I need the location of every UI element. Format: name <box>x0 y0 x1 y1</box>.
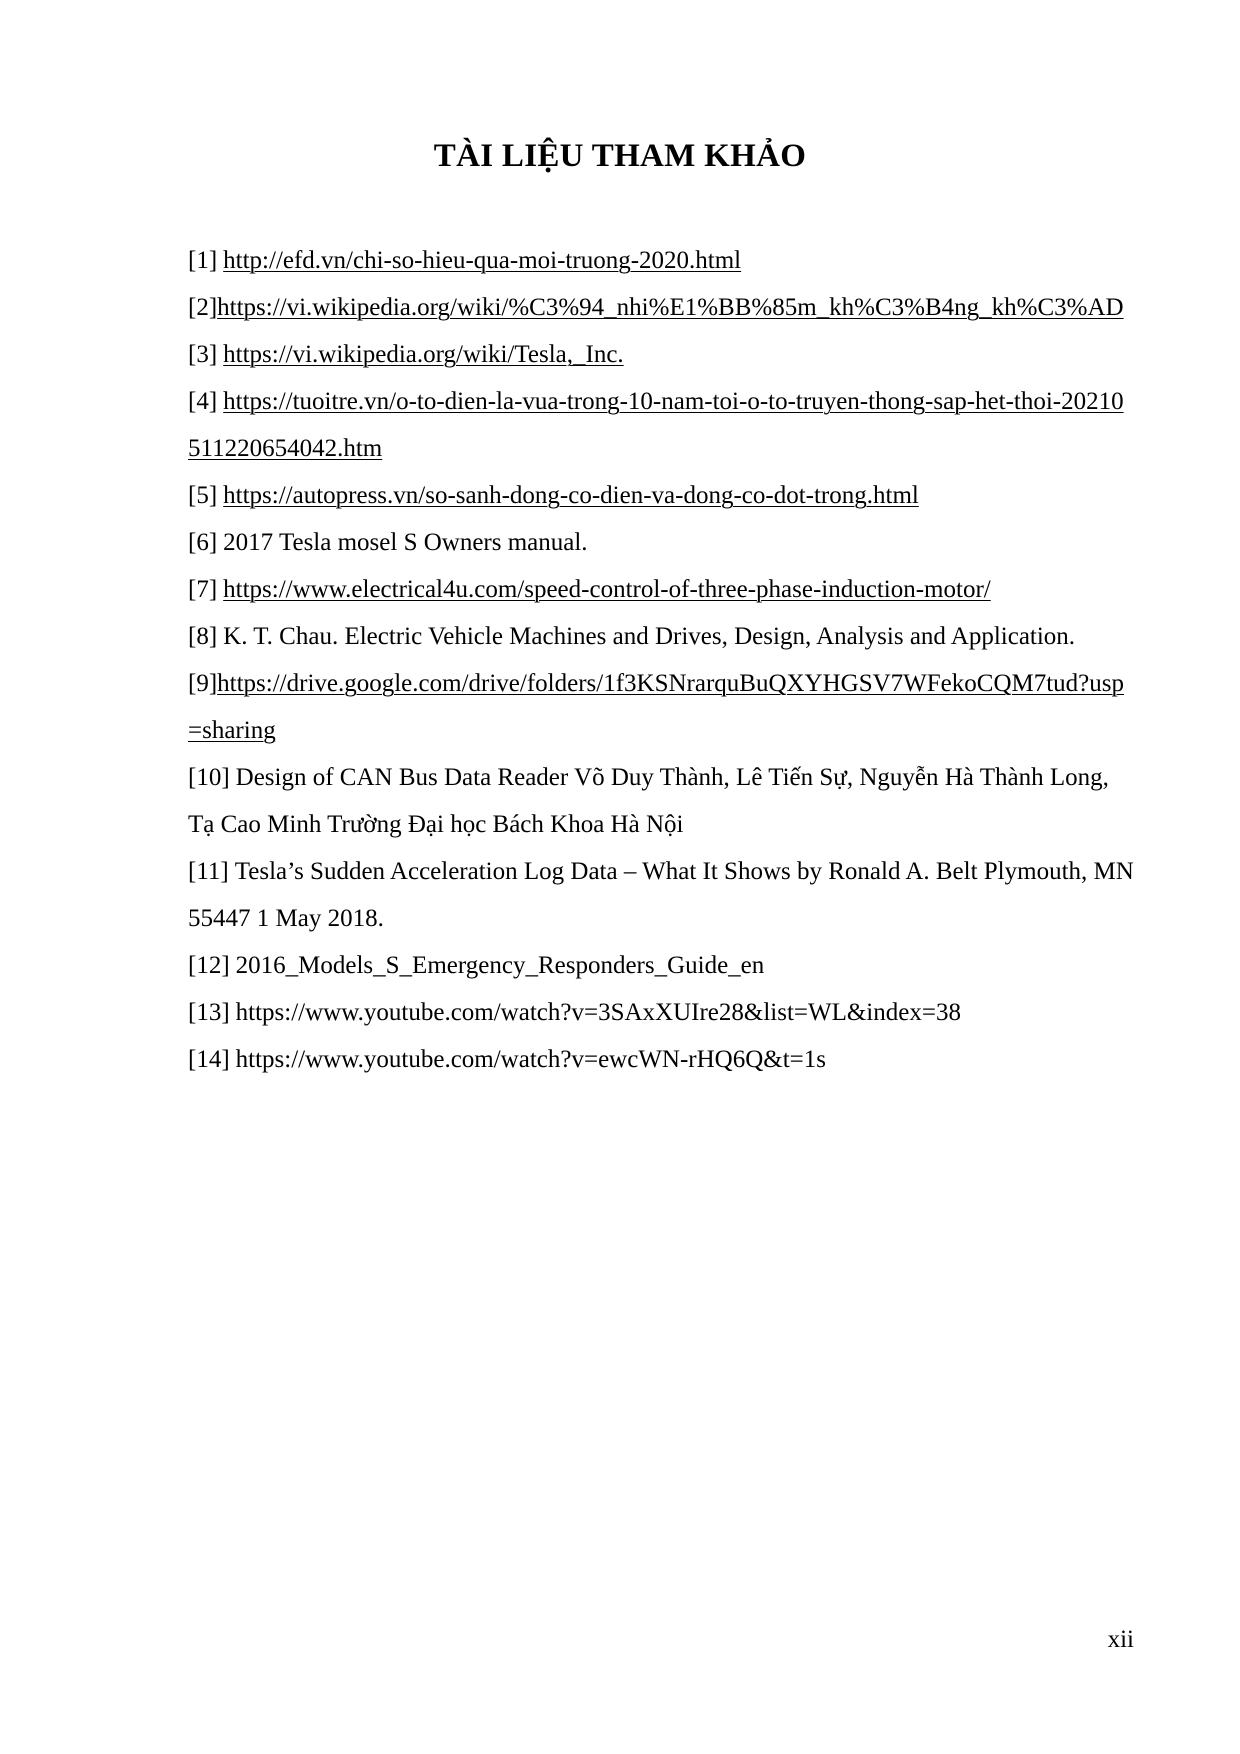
reference-number: [1] <box>188 247 218 274</box>
reference-item-13 <box>188 989 1136 1036</box>
reference-link-2[interactable]: https://vi.wikipedia.org/wiki/%C3%94_nhi%E1%BB%85m_kh%C3%B4ng_kh%C3%AD <box>217 294 1124 321</box>
reference-item-7 <box>188 566 1136 613</box>
reference-item-10 <box>188 754 1136 848</box>
reference-number: [12] <box>188 952 230 979</box>
reference-number: [4] <box>188 388 218 415</box>
reference-text-6: 2017 Tesla mosel S Owners manual. <box>223 529 588 556</box>
reference-link-5[interactable]: https://autopress.vn/so-sanh-dong-co-dien-va-dong-co-dot-trong.html <box>223 482 919 509</box>
reference-item-9 <box>188 660 1136 754</box>
reference-link-1[interactable]: http://efd.vn/chi-so-hieu-qua-moi-truong-2020.html <box>223 247 742 274</box>
reference-text-10: Design of CAN Bus Data Reader Võ Duy Thành, Lê Tiến Sự, Nguyễn Hà Thành Long, Tạ Cao Minh Trường Đại học Bách Khoa Hà Nội <box>188 764 1109 838</box>
reference-number: [7] <box>188 576 218 603</box>
reference-item-2 <box>188 284 1136 331</box>
reference-number: [3] <box>188 341 218 368</box>
reference-text-11: Tesla’s Sudden Acceleration Log Data – What It Shows by Ronald A. Belt Plymouth, MN 55447 1 May 2018. <box>188 858 1134 932</box>
reference-link-9[interactable]: https://drive.google.com/drive/folders/1f3KSNrarquBuQXYHGSV7WFekoCQM7tud?usp=sharing <box>188 670 1125 744</box>
page-title: TÀI LIỆU THAM KHẢO <box>433 138 807 174</box>
reference-number: [8] <box>188 623 218 650</box>
reference-link-7[interactable]: https://www.electrical4u.com/speed-control-of-three-phase-induction-motor/ <box>223 576 991 603</box>
reference-number: [10] <box>188 764 230 791</box>
reference-text-12: 2016_Models_S_Emergency_Responders_Guide_en <box>235 952 765 979</box>
reference-number: [6] <box>188 529 218 556</box>
reference-item-8 <box>188 613 1136 660</box>
reference-item-11 <box>188 848 1136 942</box>
reference-item-1 <box>188 237 1136 284</box>
reference-item-12 <box>188 942 1136 989</box>
reference-list <box>188 237 1136 1083</box>
reference-number: [2] <box>188 294 218 321</box>
reference-text-14: https://www.youtube.com/watch?v=ewcWN-rHQ6Q&t=1s <box>235 1046 827 1073</box>
reference-number: [9] <box>188 670 218 697</box>
reference-item-14 <box>188 1036 1136 1083</box>
reference-item-5 <box>188 472 1136 519</box>
reference-number: [14] <box>188 1046 230 1073</box>
reference-item-3 <box>188 331 1136 378</box>
reference-text-8: K. T. Chau. Electric Vehicle Machines and Drives, Design, Analysis and Application. <box>223 623 1076 650</box>
reference-link-3[interactable]: https://vi.wikipedia.org/wiki/Tesla,_Inc. <box>223 341 624 368</box>
reference-item-4 <box>188 378 1136 472</box>
reference-text-13: https://www.youtube.com/watch?v=3SAxXUIre28&list=WL&index=38 <box>235 999 961 1026</box>
reference-item-6 <box>188 519 1136 566</box>
reference-number: [11] <box>188 858 229 885</box>
reference-number: [13] <box>188 999 230 1026</box>
reference-number: [5] <box>188 482 218 509</box>
reference-link-4[interactable]: https://tuoitre.vn/o-to-dien-la-vua-trong-10-nam-toi-o-to-truyen-thong-sap-het-thoi-20210511220654042.htm <box>188 388 1124 462</box>
page-number: xii <box>1107 1626 1134 1653</box>
